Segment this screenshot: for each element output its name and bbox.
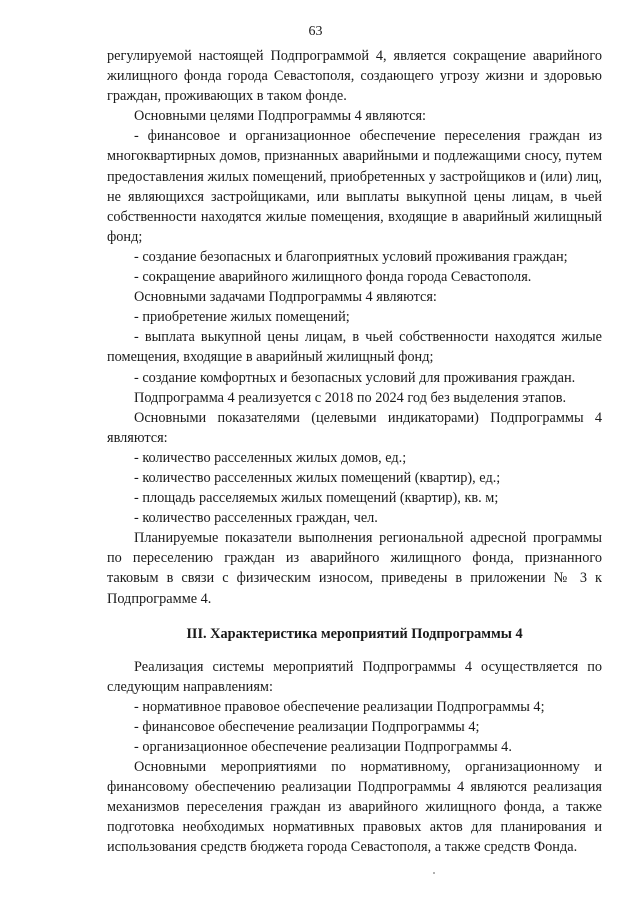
- task-item: - выплата выкупной цены лицам, в чьей собственности находятся жилые помещения, входящие в аварийный жилищный фонд;: [107, 329, 602, 366]
- tasks-intro: Основными задачами Подпрограммы 4 являются:: [134, 289, 437, 306]
- goal-item: - сокращение аварийного жилищного фонда города Севастополя.: [134, 269, 532, 286]
- section-heading: III. Характеристика мероприятий Подпрограммы 4: [186, 625, 523, 642]
- task-item: - приобретение жилых помещений;: [134, 309, 350, 326]
- main-measures-paragraph: Основными мероприятиями по нормативному, организационному и финансовому обеспечению реализации Подпрограммы 4 являются реализация механизмов переселения граждан из аварийного жилищного фонда, а также подготовка необходимых нормативных правовых актов для планирования и использования средств бюджета города Севастополя, а также средств Фонда.: [107, 759, 602, 856]
- goal-item: - создание безопасных и благоприятных условий проживания граждан;: [134, 248, 568, 265]
- planned-indicators-paragraph: Планируемые показатели выполнения региональной адресной программы по переселению граждан из аварийного жилищного фонда, признанного таковым в связи с физическим износом, приведены в приложении № 3 к Подпрограмме 4.: [107, 530, 602, 607]
- task-item: - создание комфортных и безопасных условий для проживания граждан.: [134, 369, 576, 386]
- page-number: 63: [308, 24, 323, 39]
- indicator-item: - количество расселенных жилых домов, ед.;: [134, 449, 407, 466]
- direction-item: - нормативное правовое обеспечение реализации Подпрограммы 4;: [134, 698, 545, 715]
- scan-speck: [433, 872, 435, 874]
- direction-item: - финансовое обеспечение реализации Подпрограммы 4;: [134, 718, 480, 735]
- directions-intro: Реализация системы мероприятий Подпрограммы 4 осуществляется по следующим направлениям:: [107, 658, 602, 695]
- indicator-item: - площадь расселяемых жилых помещений (квартир), кв. м;: [134, 490, 499, 507]
- period-paragraph: Подпрограмма 4 реализуется с 2018 по 2024 год без выделения этапов.: [134, 389, 567, 406]
- page-body: [107, 46, 602, 858]
- goals-intro: Основными целями Подпрограммы 4 являются:: [134, 108, 427, 125]
- indicators-intro: Основными показателями (целевыми индикаторами) Подпрограммы 4 являются:: [107, 409, 602, 446]
- indicator-item: - количество расселенных жилых помещений (квартир), ед.;: [134, 469, 501, 486]
- indicator-item: - количество расселенных граждан, чел.: [134, 510, 378, 527]
- direction-item: - организационное обеспечение реализации Подпрограммы 4.: [134, 739, 512, 755]
- goal-item: - финансовое и организационное обеспечение переселения граждан из многоквартирных домов, признанных аварийными и подлежащими сносу, путем предоставления жилых помещений, приобретенных у застройщиков и (или) лиц, не являющихся застройщиками, или выплаты выкупной цены лицам, в чьей собственности находятся жилые помещения, входящие в аварийный жилищный фонд;: [107, 128, 602, 245]
- paragraph-continuation: регулируемой настоящей Подпрограммой 4, является сокращение аварийного жилищного фонда города Севастополя, создающего угрозу жизни и здоровью граждан, проживающих в таком фонде.: [107, 48, 602, 105]
